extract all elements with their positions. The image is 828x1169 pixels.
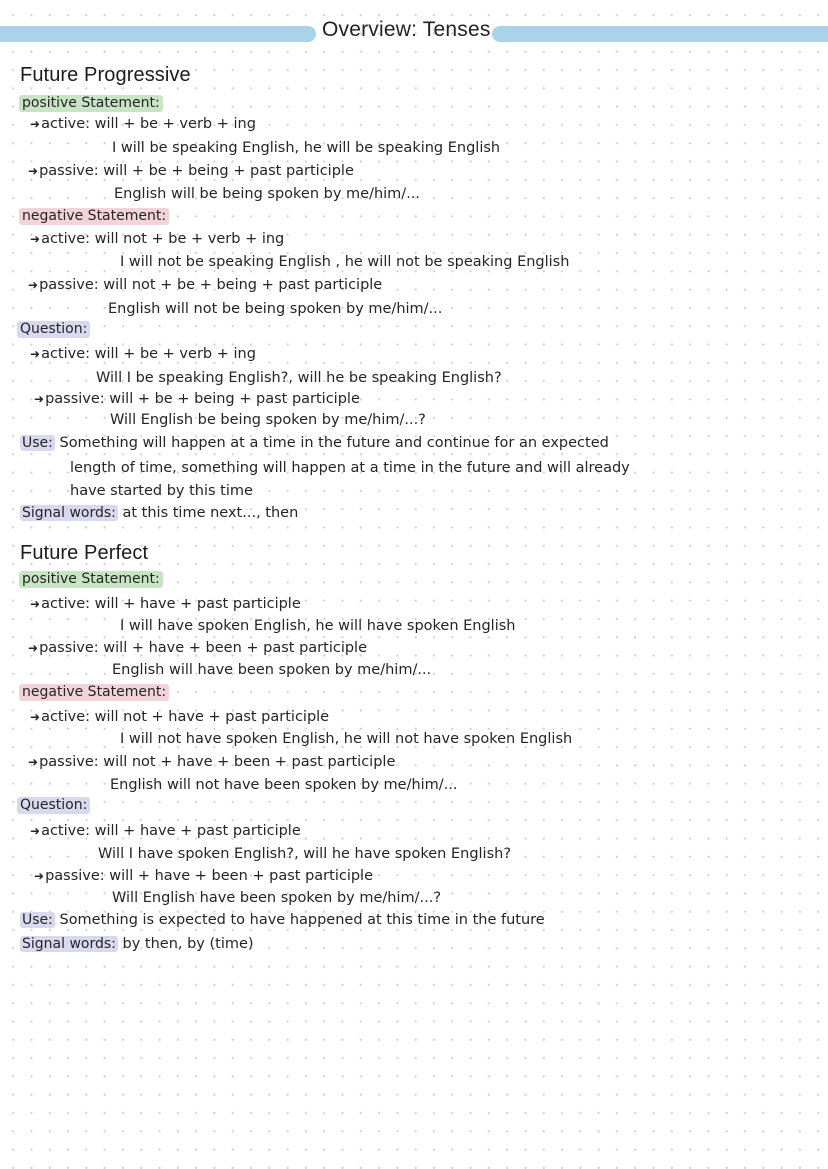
example-negative-active: I will not be speaking English , he will not be speaking English [120, 254, 570, 270]
signal-label: Signal words: [22, 936, 116, 952]
arrow-right-icon: ➜ [34, 392, 45, 406]
rule-question-passive: ➜passive: will + be + being + past participle [34, 391, 360, 407]
signal-words: Signal words: at this time next..., then [22, 505, 299, 521]
negative-statement-label: negative Statement: [19, 684, 169, 701]
rule-question-passive: ➜passive: will + have + been + past participle [34, 868, 374, 884]
title-bar-left [0, 26, 316, 42]
arrow-right-icon: ➜ [30, 347, 41, 361]
example-question-active: Will I be speaking English?, will he be speaking English? [96, 370, 502, 386]
rule-question-active: ➜active: will + be + verb + ing [30, 346, 256, 362]
question-label: Question: [17, 321, 90, 338]
example-negative-active: I will not have spoken English, he will not have spoken English [120, 731, 573, 747]
example-positive-active: I will have spoken English, he will have spoken English [120, 618, 516, 634]
arrow-right-icon: ➜ [30, 597, 41, 611]
use-line-1: Use: Something is expected to have happened at this time in the future [22, 912, 545, 928]
arrow-right-icon: ➜ [28, 164, 39, 178]
rule-positive-active: ➜active: will + be + verb + ing [30, 116, 256, 132]
arrow-right-icon: ➜ [30, 710, 41, 724]
negative-statement-label: negative Statement: [19, 208, 169, 225]
use-line-3: have started by this time [70, 483, 253, 499]
use-label: Use: [22, 435, 53, 451]
rule-question-active: ➜active: will + have + past participle [30, 823, 301, 839]
example-positive-passive: English will have been spoken by me/him/... [112, 662, 432, 678]
question-label: Question: [17, 797, 90, 814]
use-label: Use: [22, 912, 53, 928]
use-line-2: length of time, something will happen at a time in the future and will already [70, 460, 630, 476]
rule-negative-active: ➜active: will not + have + past participle [30, 709, 330, 725]
example-negative-passive: English will not be being spoken by me/him/... [108, 301, 443, 317]
arrow-right-icon: ➜ [34, 869, 45, 883]
page-title: Overview: Tenses [322, 18, 491, 41]
arrow-right-icon: ➜ [30, 824, 41, 838]
rule-negative-active: ➜active: will not + be + verb + ing [30, 231, 285, 247]
rule-positive-passive: ➜passive: will + be + being + past participle [28, 163, 354, 179]
arrow-right-icon: ➜ [28, 755, 39, 769]
example-negative-passive: English will not have been spoken by me/him/... [110, 777, 458, 793]
arrow-right-icon: ➜ [30, 232, 41, 246]
signal-label: Signal words: [22, 505, 116, 521]
title-bar-right [492, 26, 828, 42]
example-positive-active: I will be speaking English, he will be speaking English [112, 140, 501, 156]
positive-statement-label: positive Statement: [19, 571, 163, 588]
example-question-passive: Will English be being spoken by me/him/...? [110, 412, 426, 428]
arrow-right-icon: ➜ [30, 117, 41, 131]
rule-positive-passive: ➜passive: will + have + been + past participle [28, 640, 368, 656]
example-question-active: Will I have spoken English?, will he have spoken English? [98, 846, 512, 862]
section-heading-future-progressive: Future Progressive [20, 64, 191, 86]
rule-negative-passive: ➜passive: will not + have + been + past participle [28, 754, 396, 770]
use-line-1: Use: Something will happen at a time in the future and continue for an expected [22, 435, 609, 451]
arrow-right-icon: ➜ [28, 641, 39, 655]
example-question-passive: Will English have been spoken by me/him/...? [112, 890, 442, 906]
arrow-right-icon: ➜ [28, 278, 39, 292]
section-heading-future-perfect: Future Perfect [20, 542, 149, 564]
rule-negative-passive: ➜passive: will not + be + being + past participle [28, 277, 383, 293]
signal-words: Signal words: by then, by (time) [22, 936, 254, 952]
example-positive-passive: English will be being spoken by me/him/... [114, 186, 421, 202]
positive-statement-label: positive Statement: [19, 95, 163, 112]
rule-positive-active: ➜active: will + have + past participle [30, 596, 301, 612]
